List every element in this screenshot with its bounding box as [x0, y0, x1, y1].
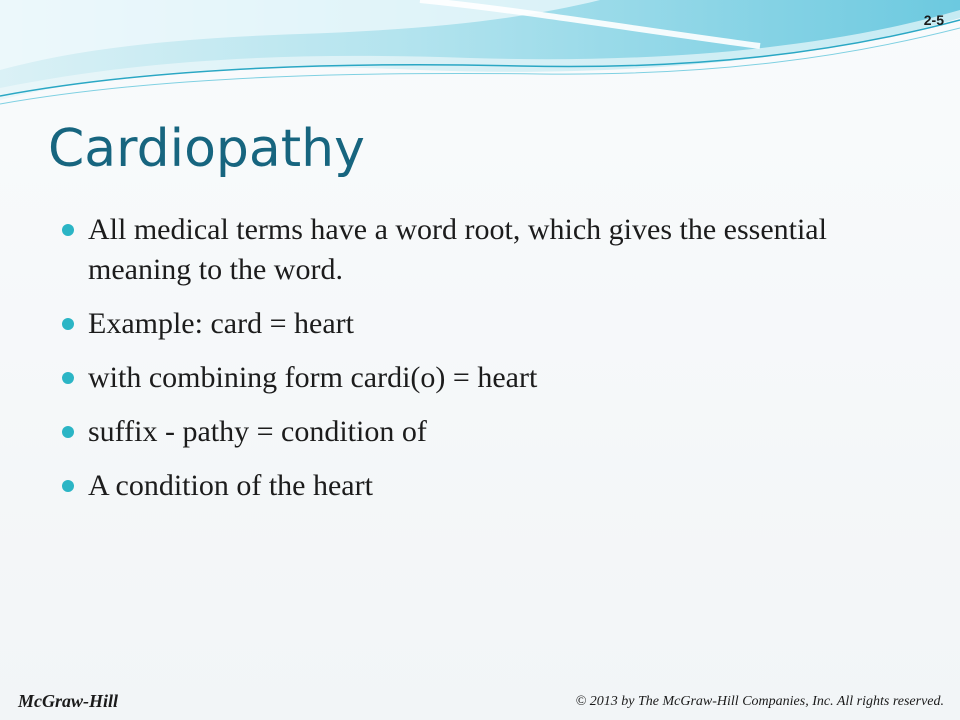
bullet-item [62, 358, 882, 398]
bullet-dot-icon [62, 480, 74, 492]
bullet-text: suffix - pathy = condition of [88, 415, 427, 448]
bullet-list [62, 210, 882, 520]
bullet-text: All medical terms have a word root, which gives the essential meaning to the word. [88, 213, 827, 286]
publisher-logo-text: McGraw-Hill [18, 691, 119, 711]
bullet-item [62, 304, 882, 344]
bullet-text: A condition of the heart [88, 469, 373, 502]
bullet-item [62, 210, 882, 290]
bullet-text: with combining form cardi(o) = heart [88, 361, 538, 394]
bullet-text: Example: card = heart [88, 307, 354, 340]
header-wave-decoration [0, 0, 960, 120]
bullet-dot-icon [62, 426, 74, 438]
bullet-item [62, 466, 882, 506]
copyright-notice: © 2013 by The McGraw-Hill Companies, Inc. All rights reserved. [575, 694, 944, 709]
slide-number: 2-5 [923, 12, 944, 28]
slide-title: Cardiopathy [48, 119, 365, 179]
bullet-dot-icon [62, 224, 74, 236]
bullet-dot-icon [62, 372, 74, 384]
bullet-item [62, 412, 882, 452]
bullet-dot-icon [62, 318, 74, 330]
